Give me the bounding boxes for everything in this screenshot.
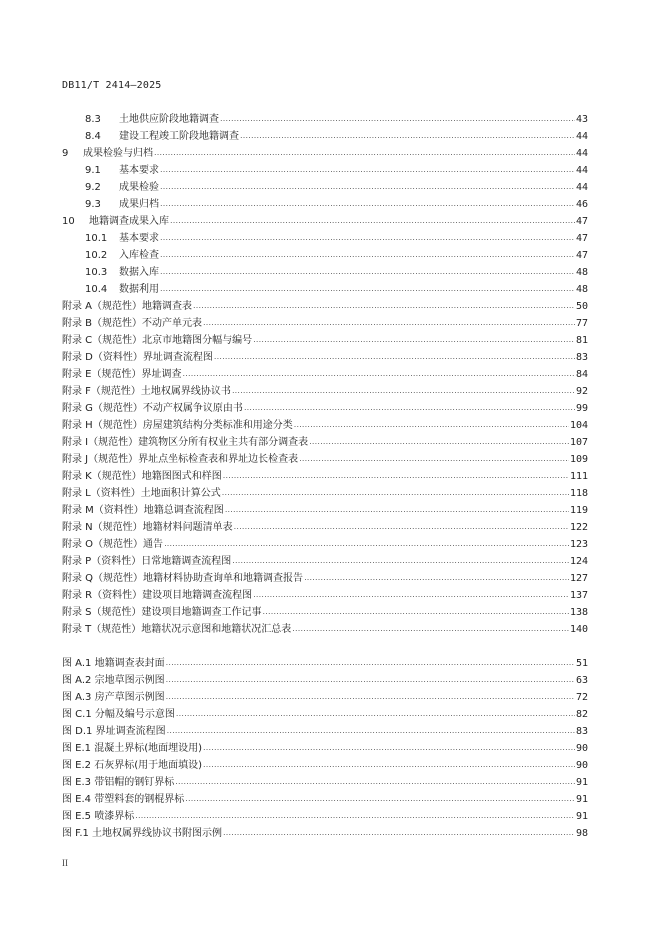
- toc-entry-title: 附录 R（资料性）建设项目地籍调查流程图: [62, 590, 253, 601]
- toc-dot-leader: [223, 471, 569, 483]
- toc-entry-title: 图 A.3 房产草图示例图: [62, 692, 165, 703]
- toc-entry-title: 附录 C（规范性）北京市地籍图分幅与编号: [62, 335, 253, 346]
- toc-entry-title: 附录 G（规范性）不动产权属争议原由书: [62, 403, 243, 414]
- toc-entry-number: 8.3: [85, 114, 101, 125]
- toc-entry-page: 118: [569, 488, 588, 499]
- toc-entry-title: 成果检验与归档: [83, 148, 153, 159]
- toc-dot-leader: [253, 335, 575, 347]
- toc-dot-leader: [167, 726, 575, 738]
- toc-entry-page: 48: [575, 267, 588, 278]
- toc-entry-number: 10.2: [85, 250, 108, 261]
- toc-dot-leader: [160, 250, 575, 262]
- toc-entry[interactable]: [62, 228, 588, 245]
- toc-entry[interactable]: [62, 381, 588, 398]
- toc-entry-page: 107: [569, 437, 588, 448]
- toc-entry-title: 图 C.1 分幅及编号示意图: [62, 709, 175, 720]
- toc-entry[interactable]: [62, 755, 588, 772]
- toc-entry-page: 91: [575, 794, 588, 805]
- toc-entry-title: 附录 F（规范性）土地权属界线协议书: [62, 386, 231, 397]
- toc-dot-leader: [166, 658, 575, 670]
- toc-entry[interactable]: [62, 126, 588, 143]
- toc-dot-leader: [234, 522, 569, 534]
- toc-dot-leader: [166, 675, 575, 687]
- toc-dot-leader: [240, 131, 575, 143]
- toc-entry-page: 98: [575, 828, 588, 839]
- toc-entry[interactable]: [62, 415, 588, 432]
- toc-entry[interactable]: [62, 568, 588, 585]
- toc-entry[interactable]: [62, 602, 588, 619]
- table-of-contents: [62, 109, 588, 840]
- toc-dot-leader: [244, 403, 575, 415]
- toc-entry-page: 63: [575, 675, 588, 686]
- toc-entry-page: 82: [575, 709, 588, 720]
- toc-dot-leader: [164, 539, 569, 551]
- toc-entry[interactable]: [62, 296, 588, 313]
- toc-entry-number: 9.2: [85, 182, 101, 193]
- toc-entry-page: 47: [575, 216, 588, 227]
- toc-entry-page: 90: [575, 743, 588, 754]
- toc-entry-number: 9.1: [85, 165, 101, 176]
- toc-entry[interactable]: [62, 721, 588, 738]
- toc-entry-page: 83: [575, 726, 588, 737]
- toc-dot-leader: [299, 454, 569, 466]
- toc-dot-leader: [220, 114, 575, 126]
- toc-entry[interactable]: [62, 109, 588, 126]
- toc-dot-leader: [183, 369, 575, 381]
- toc-entry-number: 8.4: [85, 131, 101, 142]
- toc-entry[interactable]: [62, 483, 588, 500]
- toc-entry-title: 建设工程竣工阶段地籍调查: [119, 131, 239, 142]
- toc-dot-leader: [203, 760, 575, 772]
- toc-entry-title: 图 E.3 带铝帽的钢钉界标: [62, 777, 175, 788]
- toc-entry-page: 91: [575, 811, 588, 822]
- toc-entry-number: 9: [62, 148, 69, 159]
- toc-entry-title: 图 F.1 土地权属界线协议书附图示例: [62, 828, 223, 839]
- toc-entry-page: 92: [575, 386, 588, 397]
- toc-dot-leader: [225, 505, 569, 517]
- toc-entry[interactable]: [62, 194, 588, 211]
- toc-entry-page: 48: [575, 284, 588, 295]
- toc-entry[interactable]: [62, 364, 588, 381]
- toc-entry[interactable]: [62, 245, 588, 262]
- toc-dot-leader: [160, 182, 575, 194]
- toc-dot-leader: [160, 284, 575, 296]
- toc-entry[interactable]: [62, 738, 588, 755]
- toc-entry-page: 127: [569, 573, 588, 584]
- toc-entry[interactable]: [62, 398, 588, 415]
- toc-entry-title: 附录 I（规范性）建筑物区分所有权业主共有部分调查表: [62, 437, 309, 448]
- toc-entry[interactable]: [62, 823, 588, 840]
- toc-entry-title: 附录 J（规范性）界址点坐标检查表和界址边长检查表: [62, 454, 299, 465]
- toc-entry-title: 数据利用: [119, 284, 159, 295]
- toc-entry-page: 140: [569, 624, 588, 635]
- document-code-header: DB11/T 2414—2025: [62, 80, 162, 91]
- toc-entry[interactable]: [62, 806, 588, 823]
- toc-entry-page: 123: [569, 539, 588, 550]
- toc-entry-page: 50: [575, 301, 588, 312]
- toc-dot-leader: [203, 743, 575, 755]
- toc-entry[interactable]: [62, 772, 588, 789]
- toc-entry[interactable]: [62, 449, 588, 466]
- toc-entry-title: 附录 E（规范性）界址调查: [62, 369, 182, 380]
- toc-dot-leader: [175, 777, 575, 789]
- toc-entry-page: 124: [569, 556, 588, 567]
- toc-entry[interactable]: [62, 534, 588, 551]
- toc-entry-page: 44: [575, 148, 588, 159]
- toc-entry-number: 10.4: [85, 284, 108, 295]
- toc-dot-leader: [304, 573, 569, 585]
- toc-entry-page: 137: [569, 590, 588, 601]
- toc-entry-title: 附录 K（规范性）地籍图图式和样图: [62, 471, 222, 482]
- toc-entry[interactable]: [62, 551, 588, 568]
- toc-dot-leader: [154, 148, 575, 160]
- toc-entry-page: 44: [575, 165, 588, 176]
- toc-dot-leader: [166, 692, 575, 704]
- toc-dot-leader: [160, 199, 575, 211]
- toc-entry-title: 附录 L（资料性）土地面积计算公式: [62, 488, 221, 499]
- toc-dot-leader: [222, 488, 569, 500]
- toc-entry-title: 附录 M（资料性）地籍总调查流程图: [62, 505, 224, 516]
- toc-entry-title: 图 E.2 石灰界标(用于地面填设): [62, 760, 203, 771]
- toc-entry-title: 附录 T（规范性）地籍状况示意图和地籍状况汇总表: [62, 624, 292, 635]
- toc-entry-page: 138: [569, 607, 588, 618]
- toc-entry[interactable]: [62, 704, 588, 721]
- toc-dot-leader: [170, 216, 575, 228]
- toc-entry-title: 图 E.1 混凝土界标(地面埋设用): [62, 743, 203, 754]
- toc-entry[interactable]: [62, 500, 588, 517]
- toc-entry[interactable]: [62, 347, 588, 364]
- toc-entry-title: 基本要求: [119, 165, 159, 176]
- toc-entry[interactable]: [62, 279, 588, 296]
- toc-entry[interactable]: [62, 160, 588, 177]
- toc-entry-page: 109: [569, 454, 588, 465]
- toc-entry[interactable]: [62, 313, 588, 330]
- toc-entry[interactable]: [62, 177, 588, 194]
- toc-entry-title: 成果检验: [119, 182, 159, 193]
- toc-entry[interactable]: [62, 262, 588, 279]
- toc-entry[interactable]: [62, 619, 588, 636]
- toc-entry-page: 47: [575, 233, 588, 244]
- toc-entry-page: 83: [575, 352, 588, 363]
- toc-entry-number: 10: [62, 216, 75, 227]
- toc-entry-page: 51: [575, 658, 588, 669]
- toc-dot-leader: [160, 267, 575, 279]
- toc-entry-page: 119: [569, 505, 588, 516]
- toc-dot-leader: [160, 165, 575, 177]
- toc-entry-title: 地籍调查成果入库: [89, 216, 169, 227]
- toc-entry-number: 10.3: [85, 267, 108, 278]
- toc-entry-title: 附录 Q（规范性）地籍材料协助查询单和地籍调查报告: [62, 573, 304, 584]
- toc-entry-title: 图 E.4 带塑料套的钢棍界标: [62, 794, 185, 805]
- toc-entry-page: 46: [575, 199, 588, 210]
- toc-entry[interactable]: [62, 687, 588, 704]
- toc-entry-page: 111: [569, 471, 588, 482]
- toc-entry-page: 44: [575, 131, 588, 142]
- toc-entry-title: 图 D.1 界址调查流程图: [62, 726, 166, 737]
- toc-entry-title: 附录 O（规范性）通告: [62, 539, 164, 550]
- toc-entry-page: 104: [569, 420, 588, 431]
- toc-entry[interactable]: [62, 432, 588, 449]
- toc-entry-title: 附录 P（资料性）日常地籍调查流程图: [62, 556, 232, 567]
- toc-entry-page: 90: [575, 760, 588, 771]
- toc-entry-title: 数据入库: [119, 267, 159, 278]
- toc-dot-leader: [309, 437, 569, 449]
- toc-dot-leader: [223, 828, 575, 840]
- toc-dot-leader: [203, 318, 575, 330]
- toc-entry-title: 图 A.2 宗地草图示例图: [62, 675, 165, 686]
- toc-entry-page: 44: [575, 182, 588, 193]
- toc-entry-page: 43: [575, 114, 588, 125]
- toc-entry-page: 91: [575, 777, 588, 788]
- toc-entry[interactable]: [62, 211, 588, 228]
- toc-section-gap: [62, 636, 588, 653]
- toc-entry-title: 土地供应阶段地籍调查: [119, 114, 219, 125]
- toc-entry-title: 入库检查: [119, 250, 159, 261]
- toc-dot-leader: [214, 352, 575, 364]
- toc-entry[interactable]: [62, 330, 588, 347]
- page-number: II: [62, 858, 68, 868]
- toc-dot-leader: [294, 420, 569, 432]
- toc-entry-title: 附录 A（规范性）地籍调查表: [62, 301, 193, 312]
- toc-entry[interactable]: [62, 670, 588, 687]
- toc-dot-leader: [232, 556, 569, 568]
- toc-entry-number: 9.3: [85, 199, 101, 210]
- toc-entry-page: 84: [575, 369, 588, 380]
- toc-entry-title: 图 E.5 喷漆界标: [62, 811, 135, 822]
- toc-entry-title: 附录 B（规范性）不动产单元表: [62, 318, 203, 329]
- toc-entry[interactable]: [62, 653, 588, 670]
- toc-dot-leader: [232, 386, 575, 398]
- toc-entry-title: 附录 N（规范性）地籍材料问题清单表: [62, 522, 233, 533]
- toc-entry-title: 图 A.1 地籍调查表封面: [62, 658, 165, 669]
- toc-entry-title: 成果归档: [119, 199, 159, 210]
- toc-dot-leader: [160, 233, 575, 245]
- toc-entry[interactable]: [62, 585, 588, 602]
- toc-entry-title: 附录 H（规范性）房屋建筑结构分类标准和用途分类: [62, 420, 293, 431]
- toc-entry[interactable]: [62, 517, 588, 534]
- toc-entry[interactable]: [62, 466, 588, 483]
- toc-entry-page: 122: [569, 522, 588, 533]
- toc-dot-leader: [176, 709, 575, 721]
- toc-entry-page: 72: [575, 692, 588, 703]
- toc-entry-page: 99: [575, 403, 588, 414]
- toc-dot-leader: [292, 624, 569, 636]
- toc-entry-number: 10.1: [85, 233, 108, 244]
- toc-entry-page: 77: [575, 318, 588, 329]
- toc-dot-leader: [193, 301, 575, 313]
- toc-entry-page: 81: [575, 335, 588, 346]
- toc-entry-title: 基本要求: [119, 233, 159, 244]
- toc-dot-leader: [185, 794, 575, 806]
- toc-entry[interactable]: [62, 143, 588, 160]
- toc-dot-leader: [253, 590, 569, 602]
- toc-entry-title: 附录 S（规范性）建设项目地籍调查工作记事: [62, 607, 262, 618]
- toc-dot-leader: [135, 811, 575, 823]
- toc-entry-page: 47: [575, 250, 588, 261]
- toc-dot-leader: [263, 607, 569, 619]
- toc-entry-title: 附录 D（资料性）界址调查流程图: [62, 352, 213, 363]
- toc-entry[interactable]: [62, 789, 588, 806]
